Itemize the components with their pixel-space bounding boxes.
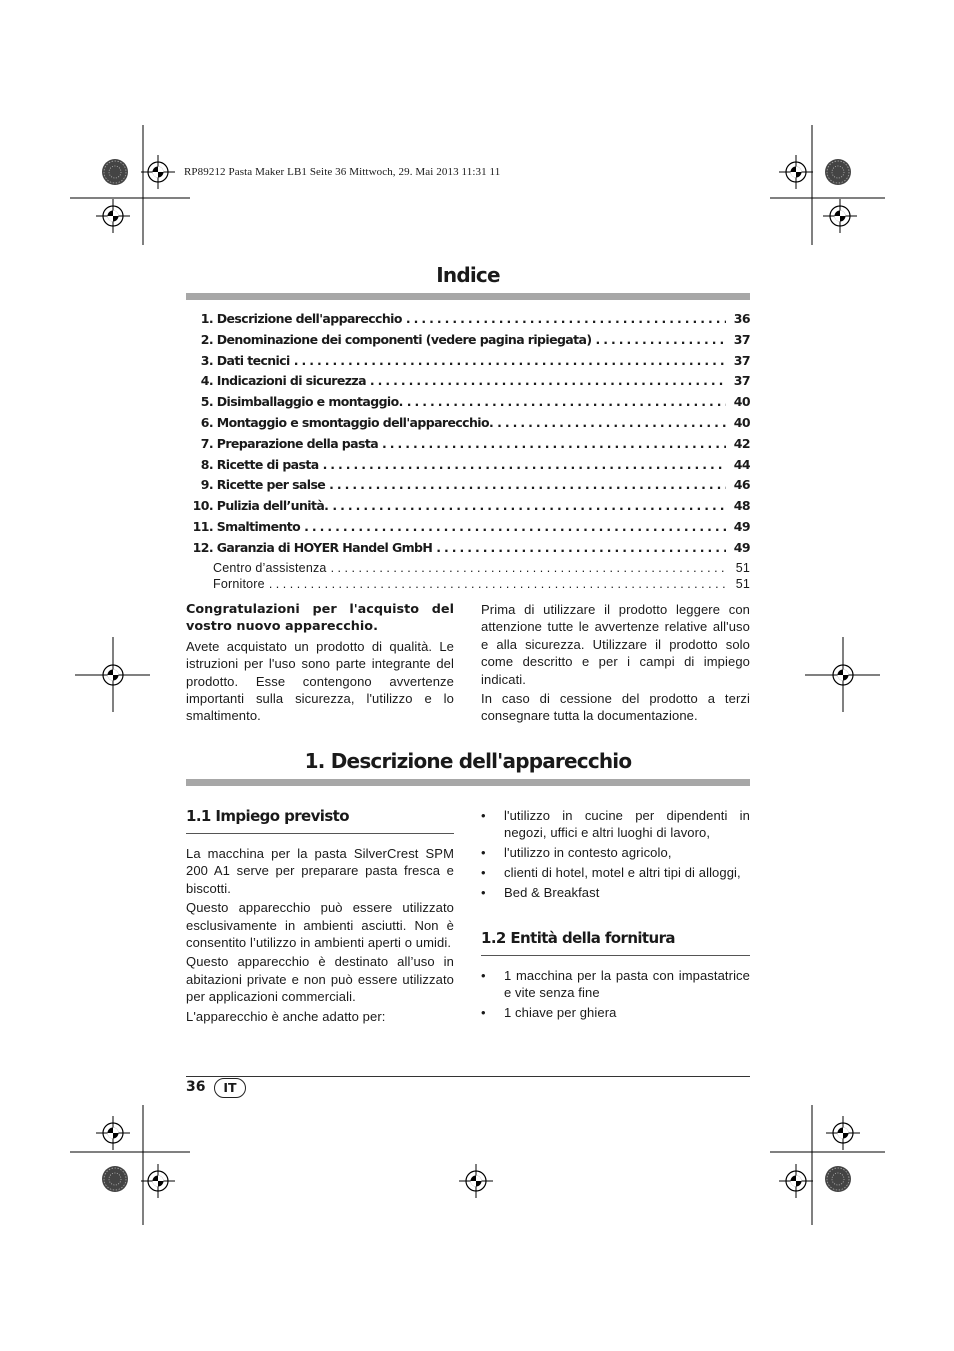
toc-title: Indice — [436, 263, 500, 287]
list-item: • Bed & Breakfast — [481, 884, 750, 901]
toc-entry-4[interactable]: 4. Indicazioni di sicurezza ..... 37 — [186, 373, 750, 394]
subsection-heading: 1.1 Impiego previsto — [186, 807, 349, 825]
subsection-heading: 1.2 Entità della fornitura — [481, 929, 675, 947]
toc-entry-11[interactable]: 11. Smaltimento ..... 49 — [186, 519, 750, 540]
heading-rule — [186, 833, 454, 834]
body-paragraph: Questo apparecchio è destinato all’uso in abitazioni private e non può essere utilizzato per applicazioni commerciali. — [186, 954, 454, 1005]
toc-entry-8[interactable]: 8. Ricette di pasta ..... 44 — [186, 457, 750, 478]
section-title: 1. Descrizione dell'apparecchio — [304, 749, 632, 773]
toc-entry-10[interactable]: 10. Pulizia dell’unità. ..... 48 — [186, 498, 750, 519]
section-title-bar — [186, 779, 750, 786]
toc-entry-1[interactable]: 1. Descrizione dell'apparecchio ..... 36 — [186, 311, 750, 332]
list-item: • clienti di hotel, motel e altri tipi di alloggi, — [481, 864, 750, 881]
intro-paragraph: Prima di utilizzare il prodotto leggere con attenzione tutte le avvertenze relative all'uso e alla sicurezza. Utilizzare il prodotto solo come descritto e per i campi di impiego indicati. — [481, 602, 750, 687]
intro-paragraph: Avete acquistato un prodotto di qualità. Le istruzioni per l'uso sono parte integrante del prodotto. Esse contengono avvertenze importanti sulla sicurezza, l'utilizzo e lo smaltimento. — [186, 638, 454, 724]
toc-entry-5[interactable]: 5. Disimballaggio e montaggio. ..... 40 — [186, 394, 750, 415]
footer-rule — [186, 1076, 750, 1077]
toc-entry-7[interactable]: 7. Preparazione della pasta ..... 42 — [186, 436, 750, 457]
toc-entry-2[interactable]: 2. Denominazione dei componenti (vedere pagina ripiegata) ..... 37 — [186, 332, 750, 353]
section-1-1 — [186, 807, 454, 1027]
list-item: • l'utilizzo in cucine per dipendenti in negozi, uffici e altri luoghi di lavoro, — [481, 807, 750, 842]
intro-heading: Congratulazioni per l'acquisto del vostro nuovo apparecchio. — [186, 602, 454, 635]
toc-subentry-service[interactable]: Centro d’assistenza ..... 51 — [186, 561, 750, 578]
body-paragraph: La macchina per la pasta SilverCrest SPM 200 A1 serve per preparare pasta fresca e biscotti. — [186, 846, 454, 896]
toc-title-bar — [186, 293, 750, 300]
toc-entry-12[interactable]: 12. Garanzia di HOYER Handel GmbH ..... 49 — [186, 540, 750, 561]
toc-subentry-supplier[interactable]: Fornitore ..... 51 — [186, 577, 750, 594]
toc-entry-6[interactable]: 6. Montaggio e smontaggio dell'apparecchio. ..... 40 — [186, 415, 750, 436]
list-item: • 1 macchina per la pasta con impastatrice e vite senza fine — [481, 967, 750, 1002]
supply-list — [481, 967, 750, 1022]
intro-paragraph: In caso di cessione del prodotto a terzi consegnare tutta la documentazione. — [481, 691, 750, 724]
language-badge: IT — [214, 1078, 246, 1098]
table-of-contents — [186, 311, 750, 594]
heading-rule — [481, 955, 750, 956]
toc-entry-9[interactable]: 9. Ricette per salse ..... 46 — [186, 477, 750, 498]
body-paragraph: Questo apparecchio può essere utilizzato esclusivamente in ambienti asciutti. Non è consentito l’utilizzo in ambienti aperti o umidi. — [186, 900, 454, 951]
list-item: • l'utilizzo in contesto agricolo, — [481, 844, 750, 861]
section-1-1-continued — [481, 807, 750, 904]
uses-list — [481, 807, 750, 902]
intro-left-column — [186, 601, 454, 727]
list-item: • 1 chiave per ghiera — [481, 1004, 750, 1021]
body-paragraph: L'apparecchio è anche adatto per: — [186, 1008, 386, 1024]
intro-right-column — [481, 601, 750, 727]
section-1-2 — [481, 929, 750, 1024]
page-number: 36 — [186, 1079, 206, 1095]
print-slug: RP89212 Pasta Maker LB1 Seite 36 Mittwoch, 29. Mai 2013 11:31 11 — [184, 166, 501, 178]
toc-entry-3[interactable]: 3. Dati tecnici ..... 37 — [186, 353, 750, 374]
